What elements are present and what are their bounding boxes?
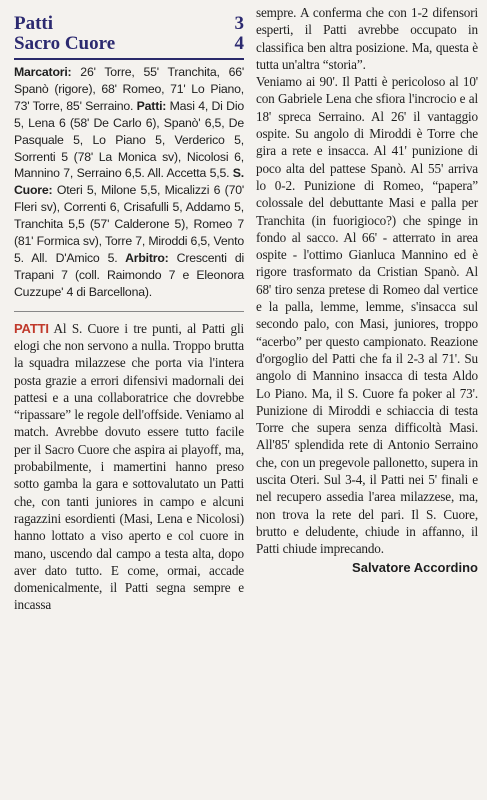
left-column bbox=[14, 14, 244, 614]
home-team-score: 3 bbox=[234, 13, 244, 34]
right-column bbox=[256, 4, 478, 575]
scoreboard bbox=[14, 14, 244, 60]
patti-lineup-label: Patti: bbox=[133, 98, 167, 113]
article-kicker: PATTI bbox=[14, 320, 49, 336]
scorers-text: 26' Torre, 55' Tranchita, 66' Spanò (rigore), 68' Romeo, 71' Lo Piano, 73' Torre, 85' Serraino. bbox=[14, 65, 244, 113]
article-text-left: Al S. Cuore i tre punti, al Patti gli elogi che non servono a nulla. Troppo brutta la squadra milazzese che porta via l'intera posta grazie a errori difensivi madornali dei pattesi e a una collaboratrice che dovrebbe “ripassare” le regole dell'offside. Veniamo al match. Avrebbe dovuto essere tutto facile per il Sacro Cuore che aspira ai playoff, ma, probabilmente, i mamertini hanno preso sotto gamba la gara e sottovalutato un Patti che, con tanti juniores in campo e alcuni ragazzini esordienti (Masi, Lena e Nicolosi) hanno lottato a viso aperto e col cuore in mano, uscendo dal campo a testa alta, dopo aver dato tutto. E come, ormai, accade domenicalmente, il Patti segna sempre e incassa bbox=[14, 320, 244, 613]
away-team-score: 4 bbox=[234, 33, 244, 54]
article-paragraph-1: sempre. A conferma che con 1-2 difensori esperti, il Patti avrebbe occupato in classifica ben altra posizione. Ma, questa è tutta un'altra “storia”. bbox=[256, 5, 478, 72]
sacro-cuore-lineup-label: S. Cuore: bbox=[14, 166, 245, 198]
away-team-name: Sacro Cuore bbox=[14, 33, 116, 54]
article-byline: Salvatore Accordino bbox=[352, 559, 478, 575]
referee-text: Crescenti di Trapani 7 (coll. Raimondo 7 e Eleonora Cuzzupe' 4 di Barcellona). bbox=[14, 250, 244, 299]
patti-lineup-text: Masi 4, Di Dio 5, Lena 6 (58' De Carlo 6), Spanò' 6,5, De Pasquale 5, Lo Piano 5, Verderico 5, Sorrenti 5 (78' La Monica sv), Nicolosi 6, Mannino 7, Serraino 6,5. All. Accetta 5,5. bbox=[14, 98, 244, 181]
referee-label: Arbitro: bbox=[117, 250, 169, 265]
home-team-name: Patti bbox=[14, 13, 54, 34]
away-score-row bbox=[14, 34, 244, 54]
article-body-left bbox=[14, 320, 244, 614]
sacro-cuore-lineup-text: Oteri 5, Milone 5,5, Micalizzi 6 (70' Fleri sv), Correnti 6, Crisafulli 5, Addamo 5, Tranchita 5,5 (57' Calderone 5), Romeo 7 (81' Formica sv), Torre 7, Miroddi 6,5, Vento 5. All. D'Amico 5. bbox=[14, 183, 244, 265]
article-paragraph-2: Veniamo ai 90'. Il Patti è pericoloso al 10' con Gabriele Lena che sfiora l'incrocio e al 18' spreca Serraino. Al 26' il vantaggio ospite. Su angolo di Miroddi è Torre che gira a rete e insacca. Al 41' punizione di poco alta del pattese Spanò. Al 55' arriva lo 0-2. Punizione di Romeo, “papera” colossale del debuttante Masi e palla per Tranchita (in fuorigioco?) che spinge in fondo al sacco. Al 66' - atterrato in area ospite - l'ottimo Gianluca Mannino ed è rigore trasformato da Cristian Spanò. Al 68' tiro senza pretese di Romeo dal vertice e la palla, lemme, lemme, s'insacca sul secondo palo, con Masi, juniores, troppo “acerbo” per questo campionato. Reazione d'orgoglio del Patti che fa il 2-3 al 71'. Su angolo di Mannino insacca di testa Aldo Lo Piano. Ma, il S. Cuore fa poker al 73'. Punizione di Miroddi e schiaccia di testa Torre che supera senza difficoltà Masi. All'85' splendida rete di Antonio Serraino che, con un pregevole pallonetto, supera in uscita Oteri. Sul 3-4, il Patti nei 5' finali e nel recupero assedia l'area milazzese, ma, non trova la rete del pari. Il S. Cuore, brutto e deludente, chiude in affanno, il Patti chiude imprecando. bbox=[256, 74, 478, 557]
scorers-label: Marcatori: bbox=[14, 65, 72, 79]
match-stats bbox=[14, 64, 244, 301]
section-divider bbox=[14, 311, 244, 312]
home-score-row bbox=[14, 14, 244, 34]
